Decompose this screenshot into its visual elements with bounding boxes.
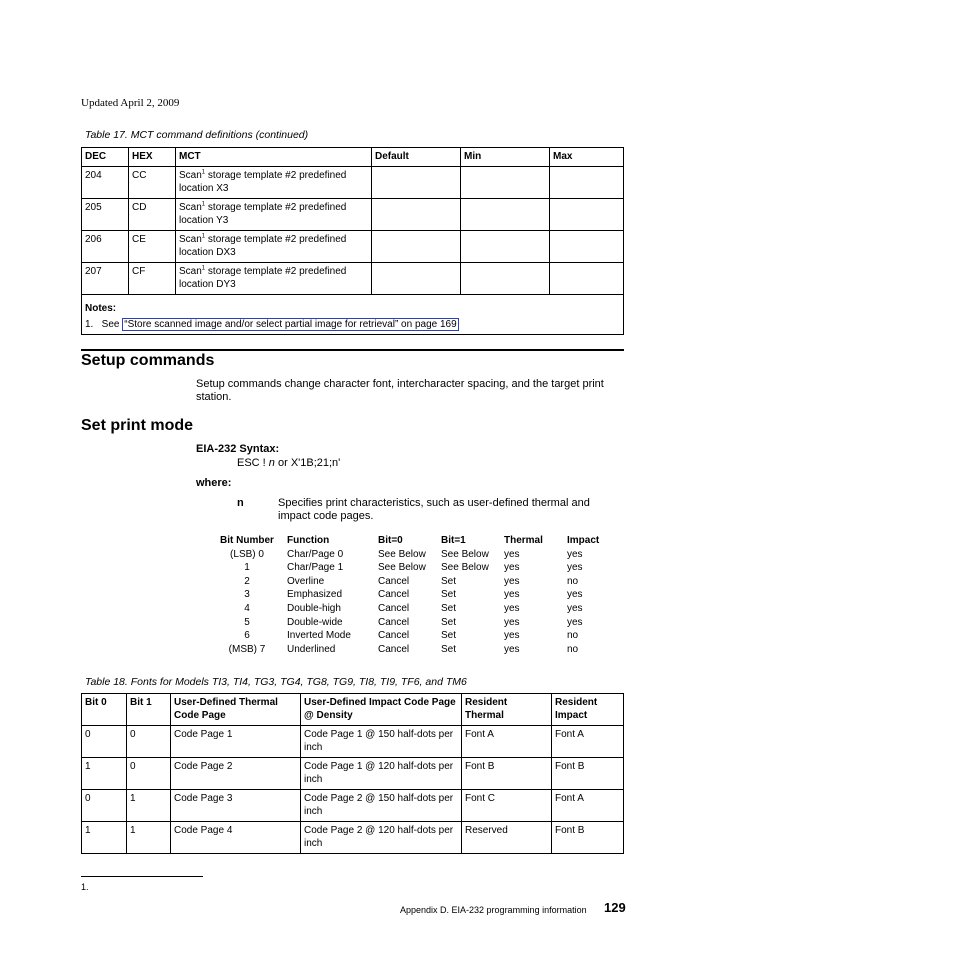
table-cell: Set (441, 616, 457, 628)
table-cell: yes (567, 602, 583, 614)
table-cell: Set (441, 602, 457, 614)
table-cell: 4 (244, 602, 250, 614)
table-cell: 1 (127, 822, 171, 854)
cell-max (550, 231, 624, 263)
col-header-mct: MCT (176, 148, 372, 167)
table-row (82, 263, 624, 295)
col-header-dec: DEC (82, 148, 129, 167)
table-cell: yes (567, 562, 583, 574)
col-header-max: Max (550, 148, 624, 167)
col-header-thermal: Thermal (504, 535, 543, 546)
table-row (82, 199, 624, 231)
table-cell: no (567, 575, 579, 587)
cell-hex: CE (129, 231, 176, 263)
table-row (82, 726, 624, 758)
table-cell: 0 (127, 726, 171, 758)
col-header-thermal-code-page: User-Defined Thermal Code Page (171, 694, 301, 726)
where-label: where: (196, 477, 232, 489)
table-cell: Underlined (287, 643, 336, 655)
table-cell: Set (441, 589, 457, 601)
cell-mct: Scan$^1$ storage template #2 predefined location Y3 (176, 199, 372, 231)
table-cell: Font C (462, 790, 552, 822)
table-cell: yes (567, 589, 583, 601)
col-header-resident-thermal: Resident Thermal (462, 694, 552, 726)
cell-dec: 204 (82, 167, 129, 199)
table-cell: yes (567, 548, 583, 560)
table-cell: yes (504, 562, 520, 574)
col-header-bit0: Bit=0 (378, 535, 403, 546)
table-cell: Cancel (378, 589, 410, 601)
table-cell: Cancel (378, 602, 410, 614)
table-cell: 1 (82, 822, 127, 854)
table-cell: Inverted Mode (287, 630, 351, 642)
bit-definitions-table (207, 534, 607, 656)
table-cell: Set (441, 630, 457, 642)
set-print-mode-heading: Set print mode (81, 417, 194, 434)
table-cell: yes (504, 643, 520, 655)
table-cell: 6 (244, 630, 250, 642)
table-row (82, 758, 624, 790)
col-header-bit-number: Bit Number (220, 535, 274, 546)
table-cell: 0 (82, 790, 127, 822)
table17-caption: Table 17. MCT command definitions (continued) (85, 129, 309, 141)
table-cell: (LSB) 0 (230, 548, 264, 560)
table-row (82, 790, 624, 822)
table-cell: Double-wide (287, 616, 343, 628)
table-cell: yes (504, 575, 520, 587)
col-header-min: Min (461, 148, 550, 167)
table-cell: Code Page 1 @ 120 half-dots per inch (301, 758, 462, 790)
notes-title: Notes: (85, 303, 117, 314)
table-cell: Font B (552, 758, 624, 790)
table-cell: 5 (244, 616, 250, 628)
table-row (207, 629, 607, 643)
table-cell: no (567, 630, 579, 642)
table-cell: See Below (441, 562, 489, 574)
table-cell: 3 (244, 589, 250, 601)
table-cell: Char/Page 1 (287, 562, 344, 574)
col-header-bit0: Bit 0 (82, 694, 127, 726)
table-row (207, 561, 607, 575)
table-cell: Code Page 2 @ 150 half-dots per inch (301, 790, 462, 822)
cell-mct: Scan$^1$ storage template #2 predefined location DY3 (176, 263, 372, 295)
table-cell: 1 (82, 758, 127, 790)
table-header-row (82, 694, 624, 726)
table-cell: no (567, 643, 579, 655)
col-header-impact-code-page: User-Defined Impact Code Page @ Density (301, 694, 462, 726)
cell-default (372, 231, 461, 263)
section-rule (81, 349, 624, 351)
fonts-table (81, 693, 624, 854)
cell-max (550, 199, 624, 231)
col-header-impact: Impact (567, 535, 600, 546)
page-number: 129 (604, 900, 626, 915)
cell-default (372, 167, 461, 199)
footnote-rule (81, 876, 203, 877)
table-cell: 2 (244, 575, 250, 587)
cell-default (372, 199, 461, 231)
table-cell: 1 (244, 562, 250, 574)
table-cell: Font B (462, 758, 552, 790)
table-cell: Font B (552, 822, 624, 854)
table-cell: Font A (552, 790, 624, 822)
cell-dec: 207 (82, 263, 129, 295)
cell-dec: 206 (82, 231, 129, 263)
table-cell: Code Page 1 (171, 726, 301, 758)
col-header-bit1: Bit=1 (441, 535, 466, 546)
cell-min (461, 263, 550, 295)
table-cell: See Below (378, 548, 426, 560)
col-header-bit1: Bit 1 (127, 694, 171, 726)
table-cell: Reserved (462, 822, 552, 854)
col-header-resident-impact: Resident Impact (552, 694, 624, 726)
table-cell: See Below (441, 548, 489, 560)
table-header-row (207, 534, 607, 548)
table-row (207, 616, 607, 630)
table-row (207, 575, 607, 589)
table-cell: Emphasized (287, 589, 343, 601)
syntax-value: ESC ! n or X'1B;21;n' (237, 457, 341, 469)
table-cell: 0 (82, 726, 127, 758)
table-row (82, 231, 624, 263)
cell-hex: CD (129, 199, 176, 231)
table-cell: See Below (378, 562, 426, 574)
mct-definitions-table (81, 147, 624, 335)
table-cell: yes (504, 616, 520, 628)
table-cell: Code Page 3 (171, 790, 301, 822)
notes-row (82, 295, 624, 335)
table-cell: Char/Page 0 (287, 548, 344, 560)
col-header-function: Function (287, 535, 330, 546)
notes-cell (82, 295, 624, 335)
table-cell: Cancel (378, 616, 410, 628)
cell-dec: 205 (82, 199, 129, 231)
table-cell: Cancel (378, 643, 410, 655)
table18-caption: Table 18. Fonts for Models TI3, TI4, TG3, TG4, TG8, TG9, TI8, TI9, TF6, and TM6 (85, 676, 467, 688)
note-item: 1. See “Store scanned image and/or select partial image for retrieval” on page 169 (85, 319, 457, 330)
table-row (207, 602, 607, 616)
cell-min (461, 231, 550, 263)
table-cell: Set (441, 575, 457, 587)
table-cell: Overline (287, 575, 325, 587)
table-cell: Cancel (378, 575, 410, 587)
footnote-marker: 1. (81, 882, 89, 892)
cell-min (461, 199, 550, 231)
syntax-label: EIA-232 Syntax: (196, 443, 280, 455)
param-description: Specifies print characteristics, such as user-defined thermal and impact code pages. (278, 497, 590, 522)
table-cell: Cancel (378, 630, 410, 642)
setup-commands-heading: Setup commands (81, 352, 215, 369)
table-cell: yes (504, 548, 520, 560)
cell-default (372, 263, 461, 295)
table-row (82, 167, 624, 199)
table-cell: Code Page 4 (171, 822, 301, 854)
table-cell: yes (504, 630, 520, 642)
col-header-hex: HEX (129, 148, 176, 167)
table-cell: Set (441, 643, 457, 655)
table-cell: yes (567, 616, 583, 628)
table-row (82, 822, 624, 854)
table-cell: Font A (462, 726, 552, 758)
table-cell: yes (504, 589, 520, 601)
table-row (207, 548, 607, 562)
updated-date: Updated April 2, 2009 (81, 97, 180, 109)
cell-hex: CF (129, 263, 176, 295)
table-cell: 1 (127, 790, 171, 822)
cell-mct: Scan$^1$ storage template #2 predefined location X3 (176, 167, 372, 199)
table-header-row (82, 148, 624, 167)
table-row (207, 643, 607, 657)
table-cell: yes (504, 602, 520, 614)
table-cell: 0 (127, 758, 171, 790)
col-header-default: Default (372, 148, 461, 167)
cell-min (461, 167, 550, 199)
cell-max (550, 263, 624, 295)
setup-commands-body: Setup commands change character font, intercharacter spacing, and the target print station. (196, 378, 604, 403)
table-row (207, 588, 607, 602)
table-cell: Code Page 2 (171, 758, 301, 790)
param-name: n (237, 497, 244, 509)
note-cross-reference-link[interactable]: “Store scanned image and/or select partial image for retrieval” on page 169 (124, 319, 457, 330)
table-cell: Font A (552, 726, 624, 758)
cell-max (550, 167, 624, 199)
table-cell: (MSB) 7 (228, 643, 266, 655)
cell-mct: Scan$^1$ storage template #2 predefined location DX3 (176, 231, 372, 263)
footer-text: Appendix D. EIA-232 programming information (400, 905, 587, 915)
table-cell: Code Page 1 @ 150 half-dots per inch (301, 726, 462, 758)
cell-hex: CC (129, 167, 176, 199)
table-cell: Code Page 2 @ 120 half-dots per inch (301, 822, 462, 854)
table-cell: Double-high (287, 602, 341, 614)
